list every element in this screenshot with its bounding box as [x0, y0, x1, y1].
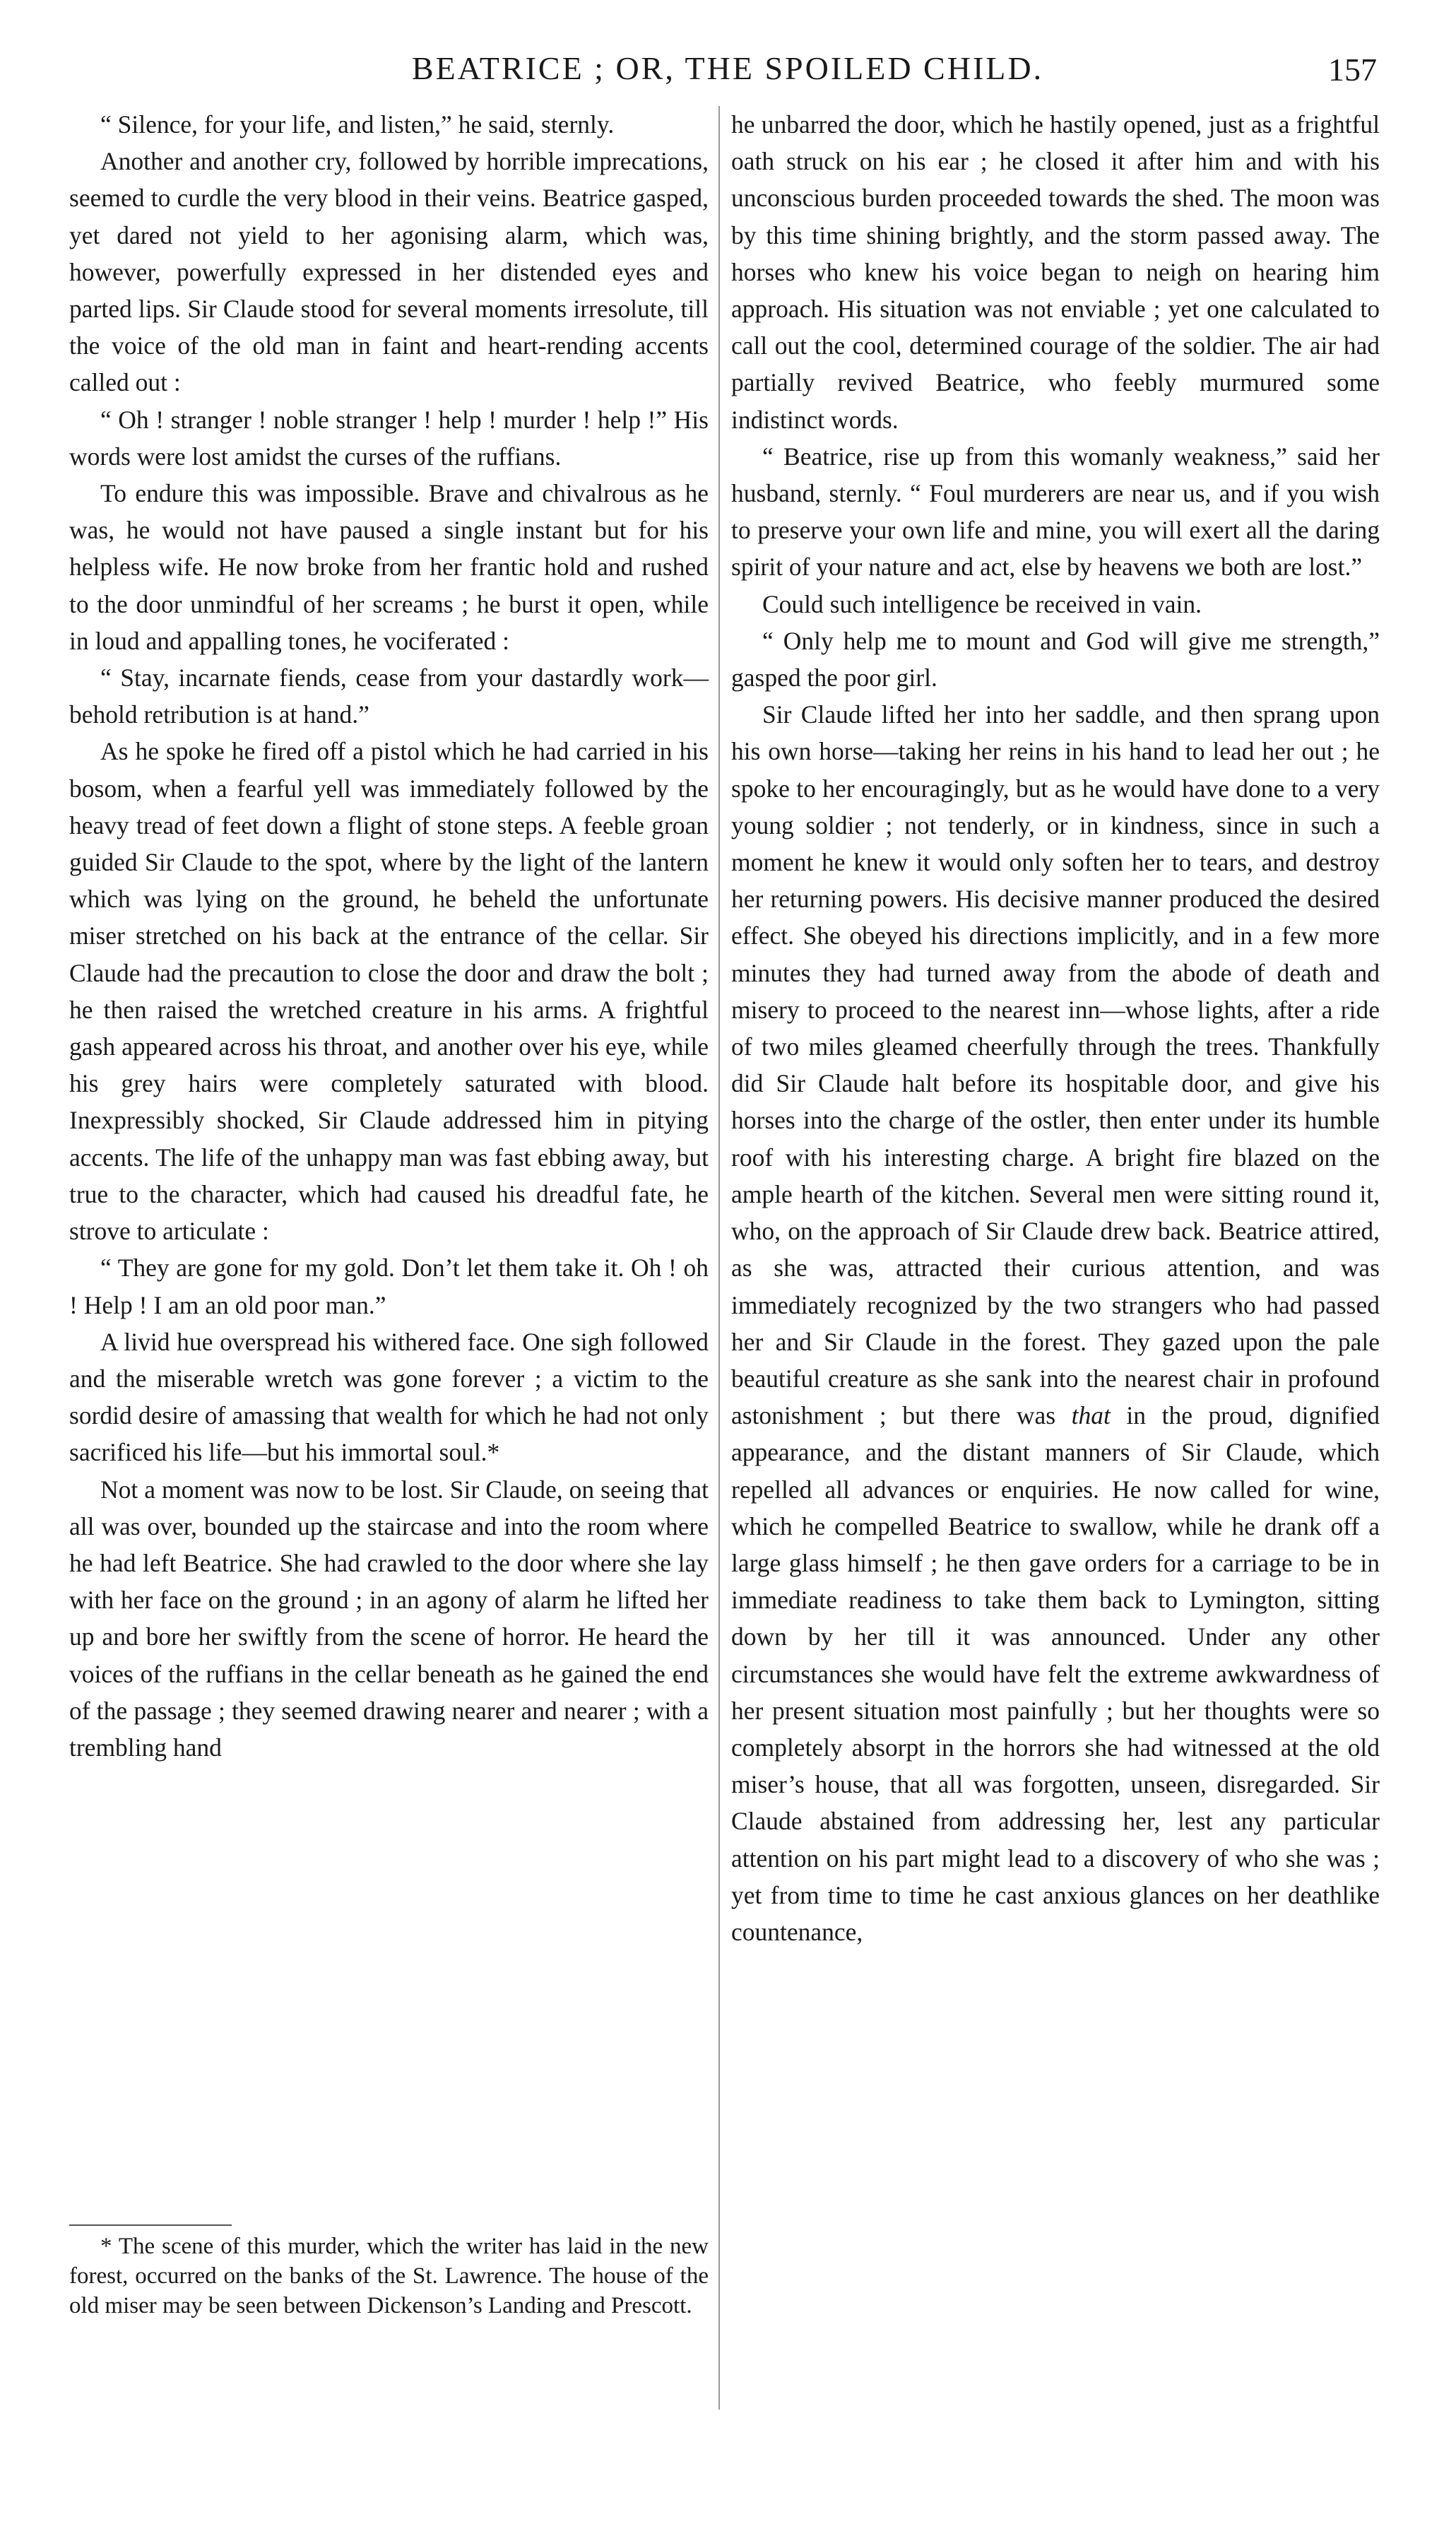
paragraph: “ Only help me to mount and God will give me strength,” gasped the poor girl.: [731, 626, 1380, 692]
paragraph-text: Sir Claude lifted her into her saddle, and then sprang upon his own horse—taking her reins in his hand to lead her out ; he spoke to her encouragingly, but as he would have done to a very young soldier ; not tenderly, or in kindness, since in such a moment he knew it would only soften her to tears, and destroy her returning powers. His decisive manner produced the desired effect. She obeyed his directions implicitly, and in a few more minutes they had turned away from the abode of death and misery to proceed to the nearest inn—whose lights, after a ride of two miles gleamed cheerfully through the trees. Thankfully did Sir Claude halt before its hospitable door, and give his horses into the charge of the ostler, then enter under its humble roof with his interesting charge. A bright fire blazed on the ample hearth of the kitchen. Several men were sitting round it, who, on the approach of Sir Claude drew back. Beatrice attired, as she was, attracted their curious attention, and was immediately recognized by the two strangers who had passed her and Sir Claude in the forest. They gazed upon the pale beautiful creature as she sank into the nearest chair in profound astonishment ; but there was: [731, 700, 1380, 1430]
paragraph: Could such intelligence be received in vain.: [762, 589, 1202, 618]
paragraph: Not a moment was now to be lost. Sir Claude, on seeing that all was over, bounded up the staircase and into the room where he had left Beatrice. She had crawled to the door where she lay with her face on the ground ; in an agony of alarm he lifted her up and bore her swiftly from the scene of horror. He heard the voices of the ruffians in the cellar beneath as he gained the end of the passage ; they seemed drawing nearer and nearer ; with a trembling hand: [69, 1475, 709, 1762]
paragraph: To endure this was impossible. Brave and chivalrous as he was, he would not have paused a single instant but for his helpless wife. He now broke from her frantic hold and rushed to the door unmindful of her screams ; he burst it open, while in loud and appalling tones, he vociferated :: [69, 479, 709, 655]
right-column: [731, 106, 1380, 2509]
italic-word: that: [1071, 1401, 1111, 1430]
paragraph: A livid hue overspread his withered face. One sigh followed and the miserable wretch was gone forever ; a victim to the sordid desire of amassing that wealth for which he had not only sacrificed his life—but his immortal soul.*: [69, 1327, 709, 1467]
paragraph: As he spoke he fired off a pistol which he had carried in his bosom, when a fearful yell was immediately followed by the heavy tread of feet down a flight of stone steps. A feeble groan guided Sir Claude to the spot, where by the light of the lantern which was lying on the ground, he beheld the unfortunate miser stretched on his back at the entrance of the cellar. Sir Claude had the precaution to close the door and draw the bolt ; he then raised the wretched creature in his arms. A frightful gash appeared across his throat, and another over his eye, while his grey hairs were completely saturated with blood. Inexpressibly shocked, Sir Claude addressed him in pitying accents. The life of the unhappy man was fast ebbing away, but true to the character, which had caused his dreadful fate, he strove to articulate :: [69, 737, 709, 1246]
paragraph: “ Stay, incarnate fiends, cease from your dastardly work—behold retribution is at hand.”: [69, 664, 709, 729]
paragraph: “ They are gone for my gold. Don’t let them take it. Oh ! oh ! Help ! I am an old poor man.”: [69, 1254, 709, 1319]
paragraph: he unbarred the door, which he hastily opened, just as a frightful oath struck on his ear ; he closed it after him and with his unconscious burden proceeded towards the shed. The moon was by this time shining brightly, and the storm passed away. The horses who knew his voice began to neigh on hearing him approach. His situation was not enviable ; yet one calculated to call out the cool, determined courage of the soldier. The air had partially revived Beatrice, who feebly murmured some indistinct words.: [731, 110, 1380, 434]
paragraph-text: in the proud, dignified appearance, and the distant manners of Sir Claude, which repelled all advances or enquiries. He now called for wine, which he compelled Beatrice to swallow, while he drank off a large glass himself ; he then gave orders for a carriage to be in immediate readiness to take them back to Lymington, sitting down by her till it was announced. Under any other circumstances she would have felt the extreme awkwardness of her present situation most painfully ; but her thoughts were so completely absorpt in the horrors she had witnessed at the old miser’s house, that all was forgotten, unseen, disregarded. Sir Claude abstained from addressing her, lest any particular attention on his part might lead to a discovery of who she was ; yet from time to time he cast anxious glances on her deathlike countenance,: [731, 1401, 1380, 1946]
paragraph: Another and another cry, followed by horrible imprecations, seemed to curdle the very blood in their veins. Beatrice gasped, yet dared not yield to her agonising alarm, which was, however, powerfully expressed in her distended eyes and parted lips. Sir Claude stood for several moments irresolute, till the voice of the old man in faint and heart-rending accents called out :: [69, 147, 709, 397]
paragraph: “ Silence, for your life, and listen,” he said, sternly.: [100, 110, 615, 138]
footnote: [69, 2232, 709, 2321]
footnote-text: * The scene of this murder, which the writer has laid in the new forest, occurred on the banks of the St. Lawrence. The house of the old miser may be seen between Dickenson’s Landing and Prescott.: [69, 2234, 709, 2318]
paragraph: “ Oh ! stranger ! noble stranger ! help ! murder ! help !” His words were lost amidst the curses of the ruffians.: [69, 405, 709, 471]
page-number: 157: [1328, 52, 1377, 88]
left-column: [69, 106, 709, 2212]
running-title: BEATRICE ; OR, THE SPOILED CHILD.: [411, 50, 1044, 86]
column-divider: [718, 106, 720, 2410]
footnote-rule: [69, 2224, 232, 2226]
paragraph: [731, 696, 1380, 1950]
paragraph: “ Beatrice, rise up from this womanly weakness,” said her husband, sternly. “ Foul murderers are near us, and if you wish to preserve your own life and mine, you will exert all the daring spirit of your nature and act, else by heavens we both are lost.”: [731, 442, 1380, 582]
